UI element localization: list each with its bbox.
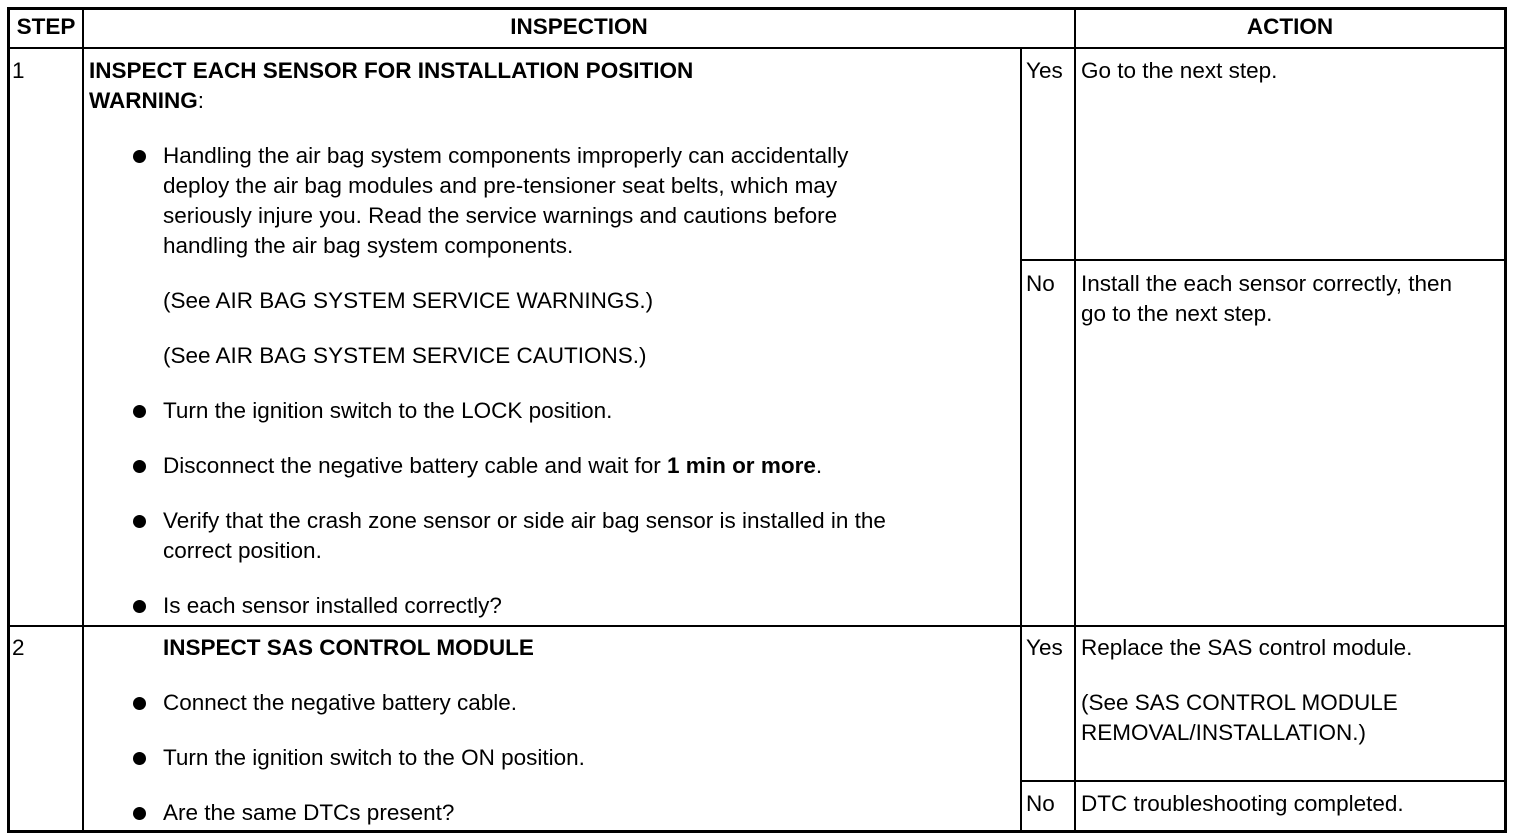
warning-heading — [89, 86, 204, 116]
step-title: INSPECT EACH SENSOR FOR INSTALLATION POSITION — [89, 58, 694, 83]
bullet-icon — [133, 752, 146, 765]
table-border-bottom — [7, 830, 1507, 833]
warning-text-line: handling the air bag system components. — [163, 233, 574, 258]
action-yes-reference-line: (See SAS CONTROL MODULE — [1081, 690, 1398, 715]
warning-colon: : — [197, 88, 205, 113]
instruction-text-part: . — [815, 453, 823, 478]
see-warnings-reference: (See AIR BAG SYSTEM SERVICE WARNINGS.) — [163, 288, 654, 313]
warning-text-line: Handling the air bag system components improperly can accidentally — [163, 143, 849, 168]
action-yes: Replace the SAS control module. — [1081, 635, 1413, 660]
header-action: ACTION — [1246, 14, 1334, 39]
bullet-icon — [133, 807, 146, 820]
header-divider — [7, 47, 1507, 49]
inspection-question: Are the same DTCs present? — [163, 800, 455, 825]
bullet-icon — [133, 405, 146, 418]
result-no: No — [1026, 791, 1055, 816]
header-inspection: INSPECTION — [510, 14, 648, 39]
table-border-right — [1504, 7, 1507, 833]
instruction-text: Connect the negative battery cable. — [163, 690, 517, 715]
table-border-top — [7, 7, 1507, 10]
warning-text-line: deploy the air bag modules and pre-tensioner seat belts, which may — [163, 173, 838, 198]
instruction-text — [163, 451, 822, 481]
inspection-result-divider — [1020, 48, 1022, 833]
inspection-question: Is each sensor installed correctly? — [163, 593, 502, 618]
bullet-icon — [133, 697, 146, 710]
bullet-icon — [133, 515, 146, 528]
action-no-line: Install the each sensor correctly, then — [1081, 271, 1453, 296]
action-column-divider — [1074, 7, 1076, 833]
action-no: DTC troubleshooting completed. — [1081, 791, 1404, 816]
bullet-icon — [133, 460, 146, 473]
header-step: STEP — [16, 14, 76, 39]
action-yes-reference-line: REMOVAL/INSTALLATION.) — [1081, 720, 1367, 745]
result-no: No — [1026, 271, 1055, 296]
result-yes: Yes — [1026, 635, 1063, 660]
row-divider — [7, 625, 1507, 627]
result-yes: Yes — [1026, 58, 1063, 83]
step-number: 1 — [12, 58, 25, 83]
instruction-text: Turn the ignition switch to the LOCK position. — [163, 398, 613, 423]
step-column-divider — [82, 7, 84, 833]
bullet-icon — [133, 150, 146, 163]
table-border-left — [7, 7, 10, 833]
instruction-text-line: correct position. — [163, 538, 322, 563]
step-title: INSPECT SAS CONTROL MODULE — [163, 635, 534, 660]
step-number: 2 — [12, 635, 25, 660]
row2-yes-no-divider — [1021, 780, 1507, 782]
see-cautions-reference: (See AIR BAG SYSTEM SERVICE CAUTIONS.) — [163, 343, 647, 368]
instruction-text-part: Disconnect the negative battery cable and wait for — [163, 453, 668, 478]
wait-duration: 1 min or more — [667, 453, 816, 478]
warning-text-line: seriously injure you. Read the service warnings and cautions before — [163, 203, 838, 228]
instruction-text-line: Verify that the crash zone sensor or side air bag sensor is installed in the — [163, 508, 886, 533]
instruction-text: Turn the ignition switch to the ON position. — [163, 745, 585, 770]
action-yes: Go to the next step. — [1081, 58, 1278, 83]
row1-yes-no-divider — [1021, 259, 1507, 261]
action-no-line: go to the next step. — [1081, 301, 1273, 326]
bullet-icon — [133, 600, 146, 613]
warning-label: WARNING — [89, 88, 198, 113]
